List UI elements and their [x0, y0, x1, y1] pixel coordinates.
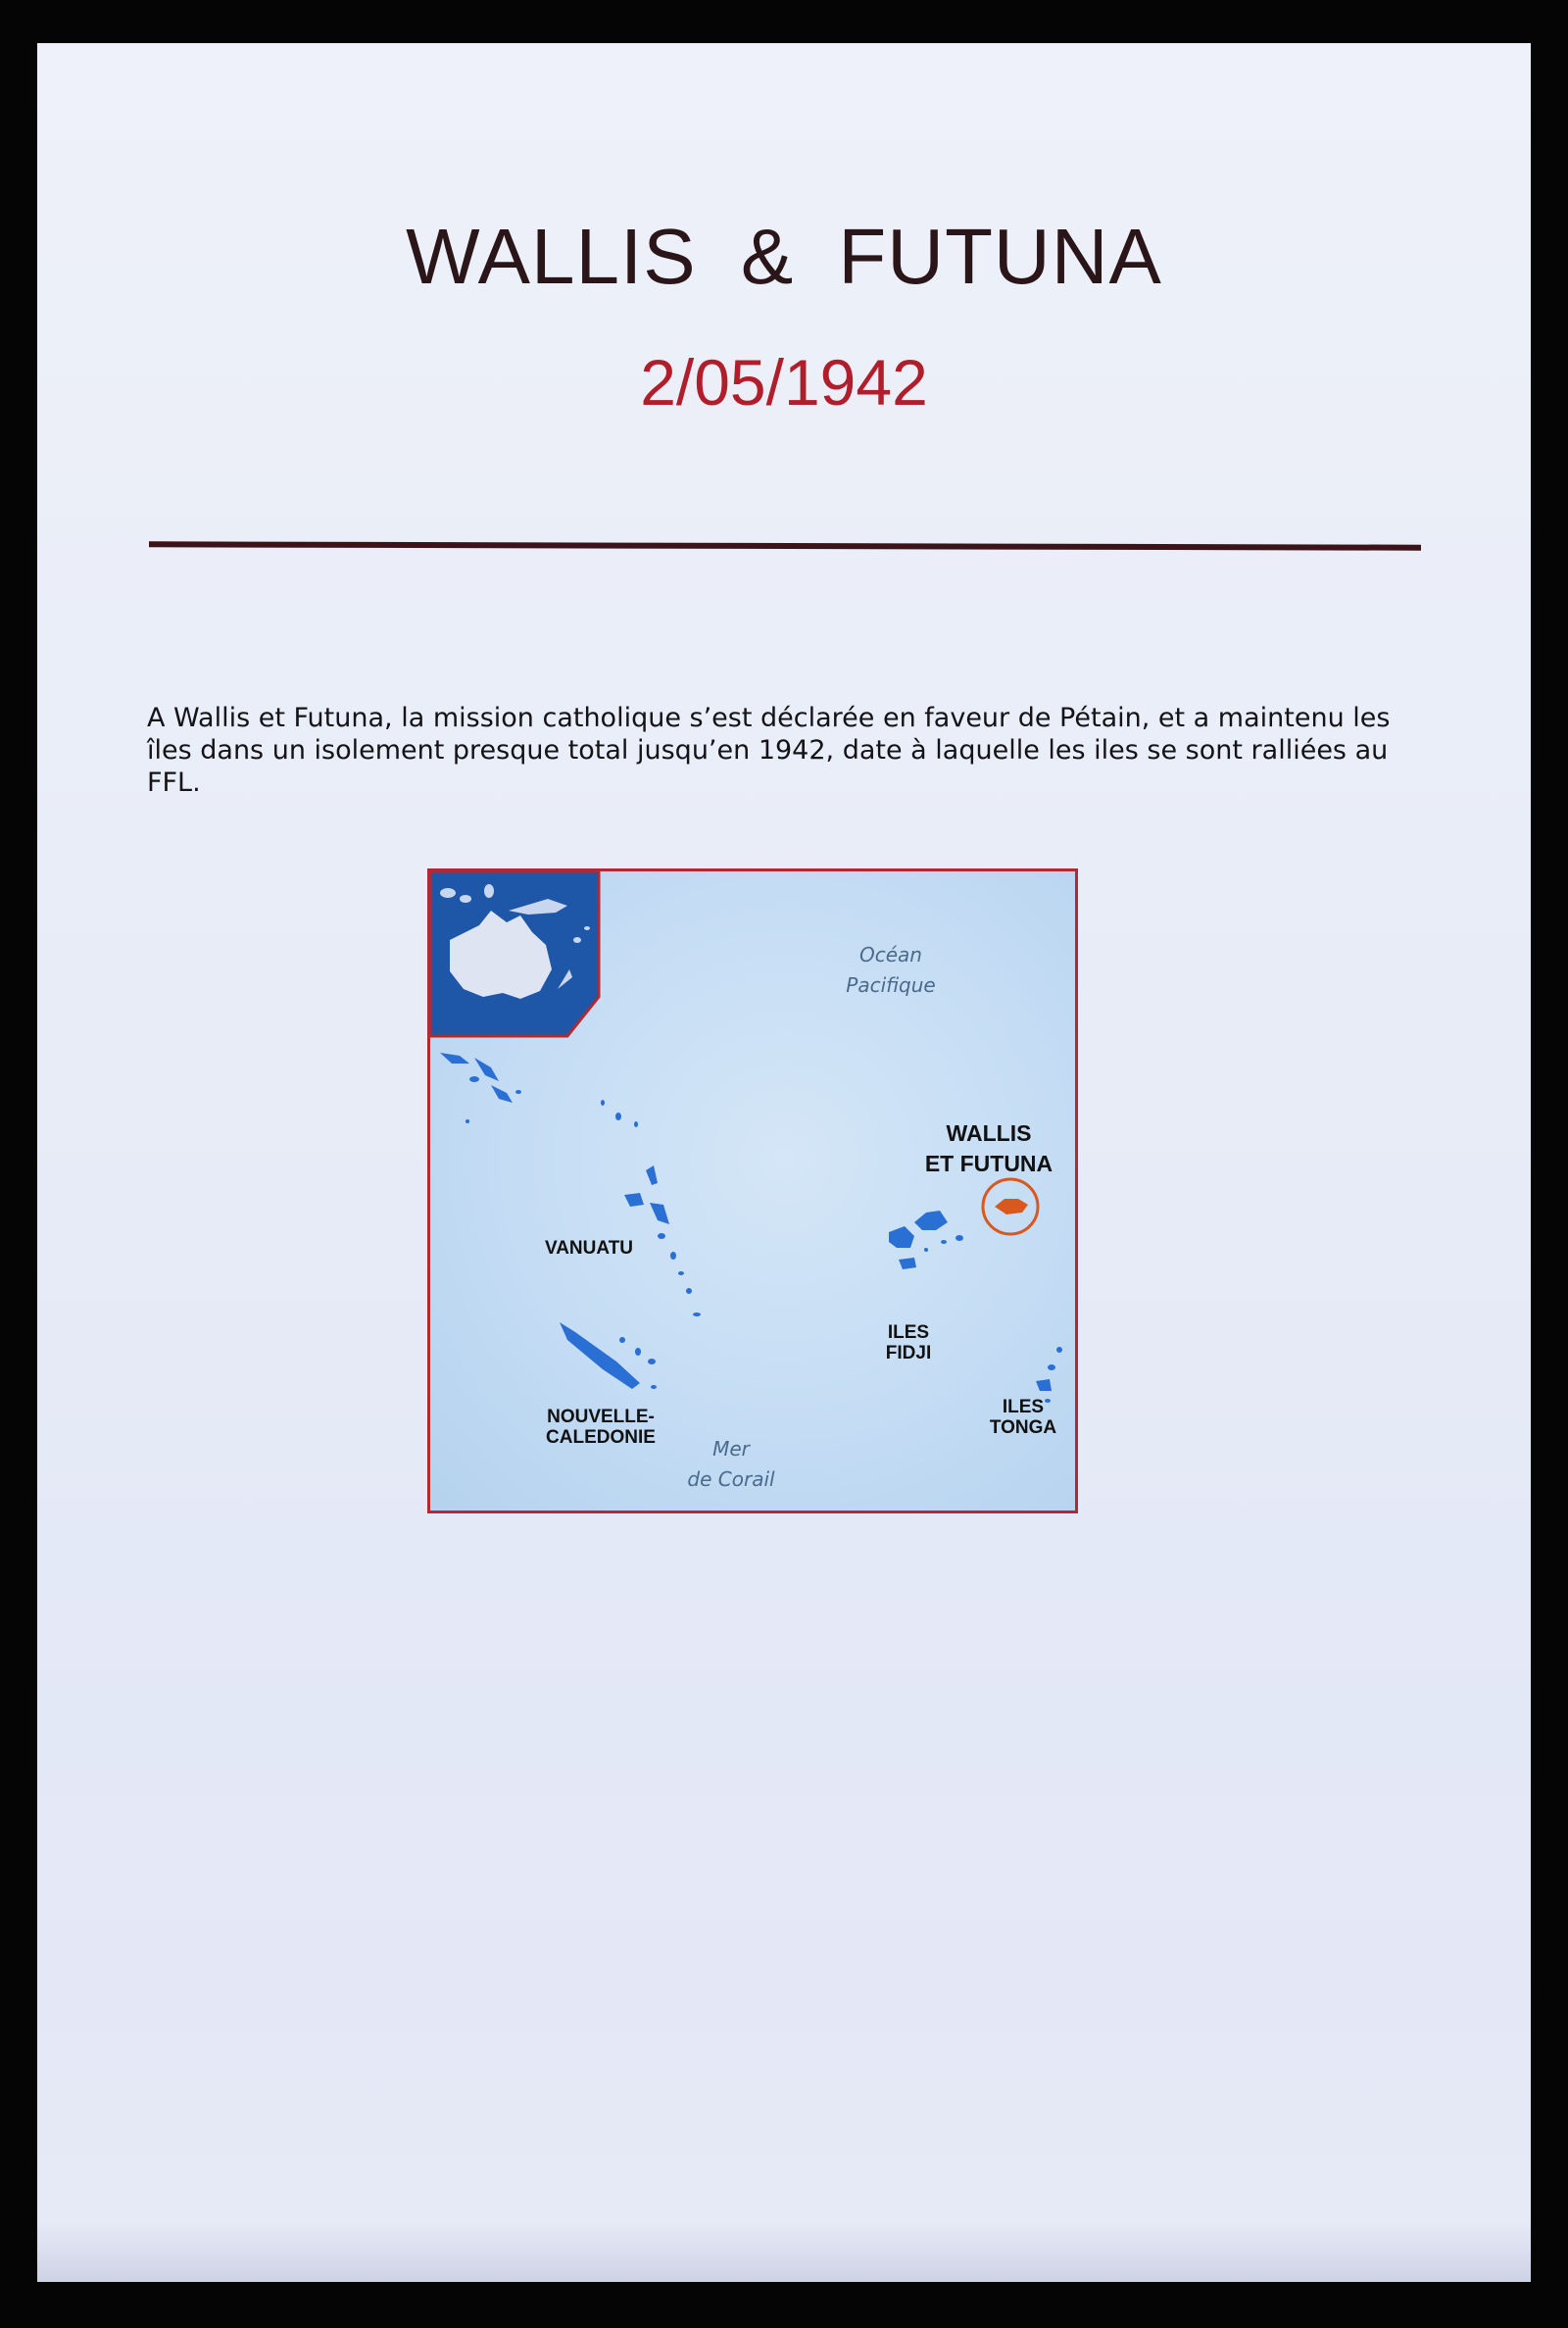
page-shadow	[37, 2223, 1531, 2282]
new-caledonia-islands	[560, 1322, 657, 1389]
tonga-label-line1: ILES	[1002, 1397, 1045, 1417]
fidji-label	[873, 1322, 944, 1363]
description-paragraph: A Wallis et Futuna, la mission catholique s’est déclarée en faveur de Pétain, et a maintenu les îles dans un isolement presque total jusqu’en 1942, date à laquelle les iles se sont ralliées au FFL.	[147, 703, 1391, 798]
coral-label-line1: Mer	[712, 1437, 750, 1461]
wallis-label-line2: ET FUTUNA	[924, 1151, 1054, 1176]
tonga-label	[979, 1397, 1067, 1438]
nc-label-line2: CALEDONIE	[546, 1427, 656, 1448]
wallis-label-line1: WALLIS	[946, 1120, 1032, 1146]
ocean-label-line1: Océan	[859, 943, 922, 966]
divider-rule	[149, 541, 1421, 550]
fiji-islands	[889, 1211, 963, 1269]
solomon-islands	[440, 1053, 521, 1123]
album-page	[37, 43, 1531, 2282]
vanuatu-islands	[601, 1100, 701, 1316]
tonga-islands	[1036, 1347, 1062, 1403]
region-map	[427, 868, 1078, 1513]
coral-sea-label	[667, 1434, 795, 1495]
ocean-label-line2: Pacifique	[846, 973, 936, 997]
inset-locator-map	[430, 871, 599, 1036]
ocean-label	[822, 940, 959, 1001]
page-title: WALLIS & FUTUNA	[406, 213, 1162, 300]
coral-label-line2: de Corail	[687, 1467, 775, 1491]
wallis-futuna-highlight	[983, 1179, 1038, 1234]
wallis-futuna-label	[910, 1118, 1067, 1179]
nouvelle-caledonie-label	[528, 1407, 673, 1448]
fidji-label-line1: ILES	[887, 1322, 930, 1343]
page-date: 2/05/1942	[640, 346, 928, 419]
tonga-label-line2: TONGA	[989, 1417, 1057, 1438]
fidji-label-line2: FIDJI	[885, 1343, 932, 1363]
vanuatu-label: VANUATU	[544, 1238, 634, 1259]
nc-label-line1: NOUVELLE-	[547, 1407, 655, 1427]
